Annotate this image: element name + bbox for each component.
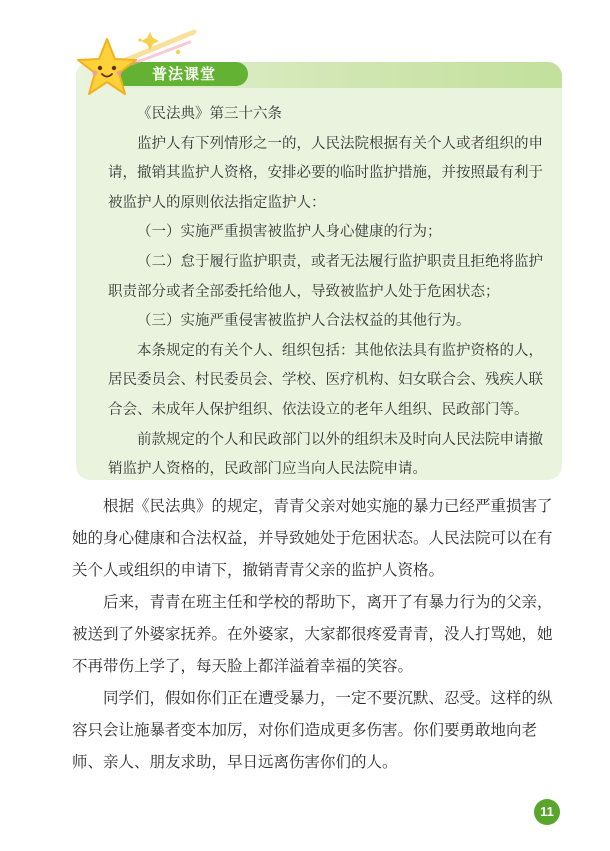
smiling-star-icon (74, 36, 140, 102)
law-paragraph: 前款规定的个人和民政部门以外的组织未及时向人民法院申请撤销监护人资格的，民政部门应当向人民法院申请。 (108, 431, 543, 478)
story-paragraph: 根据《民法典》的规定，青青父亲对她实施的暴力已经严重损害了她的身心健康和合法权益，并导致她处于危困状态。人民法院可以在有关个人或组织的申请下，撤销青青父亲的监护人资格。 (72, 497, 553, 579)
page-number: 11 (540, 804, 554, 819)
story-paragraph: 同学们，假如你们正在遭受暴力，一定不要沉默、忍受。这样的纵容只会让施暴者变本加厉，对你们造成更多伤害。你们要勇敢地向老师、亲人、朋友求助，早日远离伤害你们的人。 (72, 689, 553, 771)
law-title: 《民法典》第三十六条 (137, 106, 282, 122)
story-text (72, 490, 564, 778)
story-paragraph: 后来，青青在班主任和学校的帮助下，离开了有暴力行为的父亲，被送到了外婆家抚养。在外婆家，大家都很疼爱青青，没人打骂她，她不再带伤上学了，每天脸上都洋溢着幸福的笑容。 (72, 593, 553, 675)
law-paragraph: 监护人有下列情形之一的，人民法院根据有关个人或者组织的申请，撤销其监护人资格，安排必要的临时监护措施，并按照最有利于被监护人的原则依法指定监护人： (108, 135, 543, 211)
page-number-badge (534, 799, 560, 825)
law-paragraph: 本条规定的有关个人、组织包括：其他依法具有监护资格的人，居民委员会、村民委员会、学校、医疗机构、妇女联合会、残疾人联合会、未成年人保护组织、依法设立的老年人组织、民政部门等。 (108, 342, 543, 418)
law-text (108, 100, 548, 485)
law-paragraph: （一）实施严重损害被监护人身心健康的行为； (137, 224, 442, 241)
section-tab-label: 普法课堂 (152, 65, 217, 83)
law-paragraph: （二）怠于履行监护职责，或者无法履行监护职责且拒绝将监护职责部分或者全部委托给他人，导致被监护人处于危困状态； (108, 253, 543, 300)
law-paragraph: （三）实施严重侵害被监护人合法权益的其他行为。 (137, 313, 471, 330)
